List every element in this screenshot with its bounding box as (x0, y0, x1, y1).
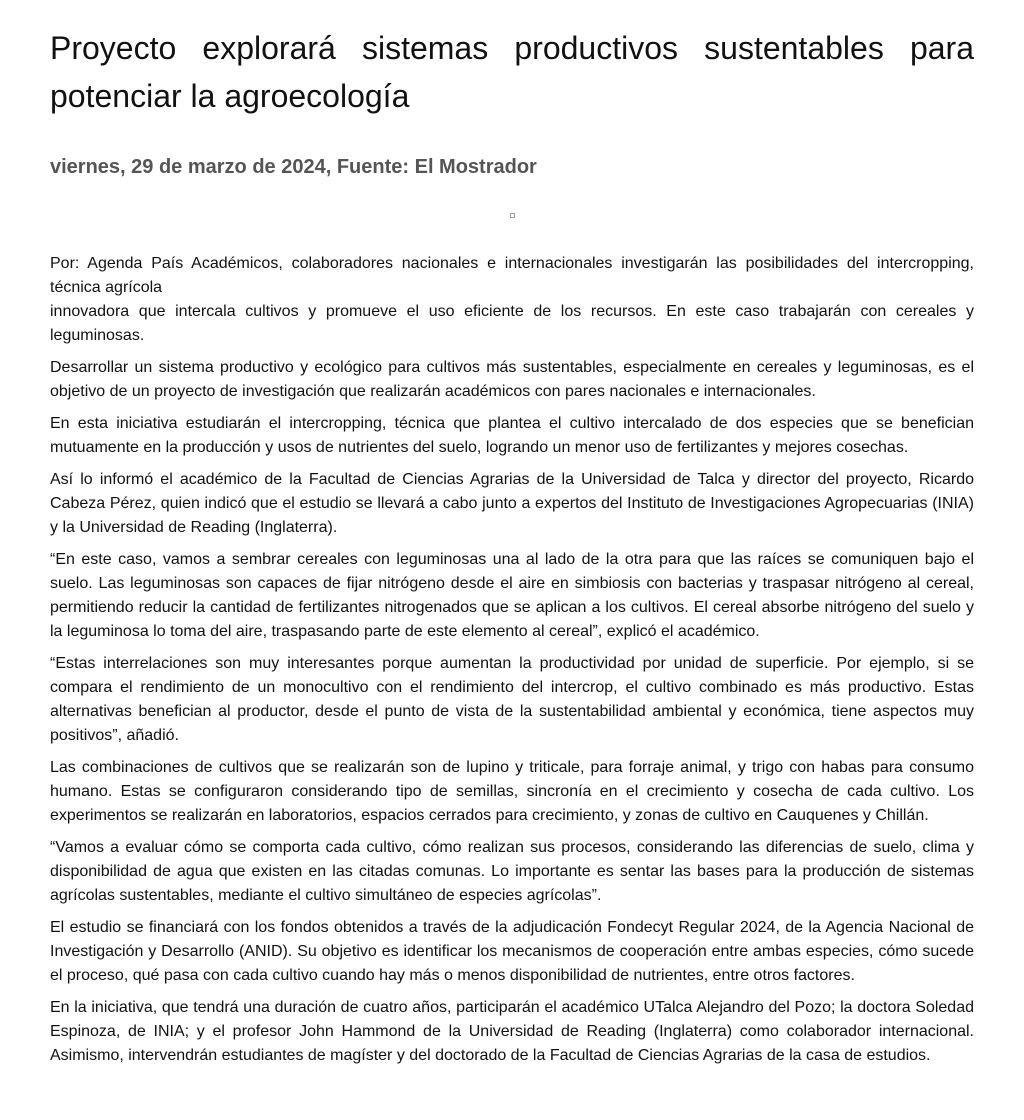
article-paragraph: “En este caso, vamos a sembrar cereales con leguminosas una al lado de la otra para que las raíces se comuniquen bajo el suelo. Las leguminosas son capaces de fijar nitrógeno desde el aire en simbiosis con bacterias y traspasar nitrógeno al cereal, permitiendo reducir la cantidad de fertilizantes nitrogenados que se aplican a los cultivos. El cereal absorbe nitrógeno del suelo y la leguminosa lo toma del aire, traspasando parte de este elemento al cereal”, explicó el académico. (50, 551, 974, 640)
article-paragraph: Así lo informó el académico de la Facultad de Ciencias Agrarias de la Universidad de Talca y director del proyecto, Ricardo Cabeza Pérez, quien indicó que el estudio se llevará a cabo junto a expertos del Instituto de Investigaciones Agropecuarias (INIA) y la Universidad de Reading (Inglaterra). (50, 471, 974, 536)
article-paragraph: Las combinaciones de cultivos que se realizarán son de lupino y triticale, para forraje animal, y trigo con habas para consumo humano. Estas se configuraron considerando tipo de semillas, sincronía en el crecimiento y cosecha de cada cultivo. Los experimentos se realizarán en laboratorios, espacios cerrados para crecimiento, y zonas de cultivo en Cauquenes y Chillán. (50, 759, 974, 824)
article-paragraph: El estudio se financiará con los fondos obtenidos a través de la adjudicación Fondecyt Regular 2024, de la Agencia Nacional de Investigación y Desarrollo (ANID). Su objetivo es identificar los mecanismos de cooperación entre ambas especies, cómo sucede el proceso, qué pasa con cada cultivo cuando hay más o menos disponibilidad de nutrientes, entre otros factores. (50, 919, 974, 984)
byline-line-2: innovadora que intercala cultivos y promueve el uso eficiente de los recursos. En este caso trabajarán con cereales y leguminosas. (50, 303, 974, 344)
article-paragraph: “Vamos a evaluar cómo se comporta cada cultivo, cómo realizan sus procesos, considerando las diferencias de suelo, clima y disponibilidad de agua que existen en las citadas comunas. Lo importante es sentar las bases para la producción de sistemas agrícolas sustentables, mediante el cultivo simultáneo de especies agrícolas”. (50, 839, 974, 904)
article-paragraph: “Estas interrelaciones son muy interesantes porque aumentan la productividad por unidad de superficie. Por ejemplo, si se compara el rendimiento de un monocultivo con el rendimiento del intercrop, el cultivo combinado es más productivo. Estas alternativas benefician al productor, desde el punto de vista de la sustentabilidad ambiental y económica, tiene aspectos muy positivos”, añadió. (50, 655, 974, 744)
article-title: Proyecto explorará sistemas productivos sustentables para potenciar la agroecología (50, 30, 974, 114)
article-paragraph: Desarrollar un sistema productivo y ecológico para cultivos más sustentables, especialmente en cereales y leguminosas, es el objetivo de un proyecto de investigación que realizarán académicos con pares nacionales e internacionales. (50, 359, 974, 400)
article-body (50, 252, 974, 1068)
article-paragraph: En la iniciativa, que tendrá una duración de cuatro años, participarán el académico UTalca Alejandro del Pozo; la doctora Soledad Espinoza, de INIA; y el profesor John Hammond de la Universidad de Reading (Inglaterra) como colaborador internacional. Asimismo, intervendrán estudiantes de magíster y del doctorado de la Facultad de Ciencias Agrarias de la casa de estudios. (50, 999, 974, 1064)
broken-image-icon (510, 213, 515, 218)
article-byline (50, 252, 974, 348)
article-paragraph: En esta iniciativa estudiarán el intercropping, técnica que plantea el cultivo intercalado de dos especies que se benefician mutuamente en la producción y usos de nutrientes del suelo, logrando un menor uso de fertilizantes y mejores cosechas. (50, 415, 974, 456)
article-date-source: viernes, 29 de marzo de 2024, Fuente: El Mostrador (50, 156, 537, 178)
byline-line-1: Por: Agenda País Académicos, colaboradores nacionales e internacionales investigarán las posibilidades del intercropping, técnica agrícola (50, 255, 974, 296)
